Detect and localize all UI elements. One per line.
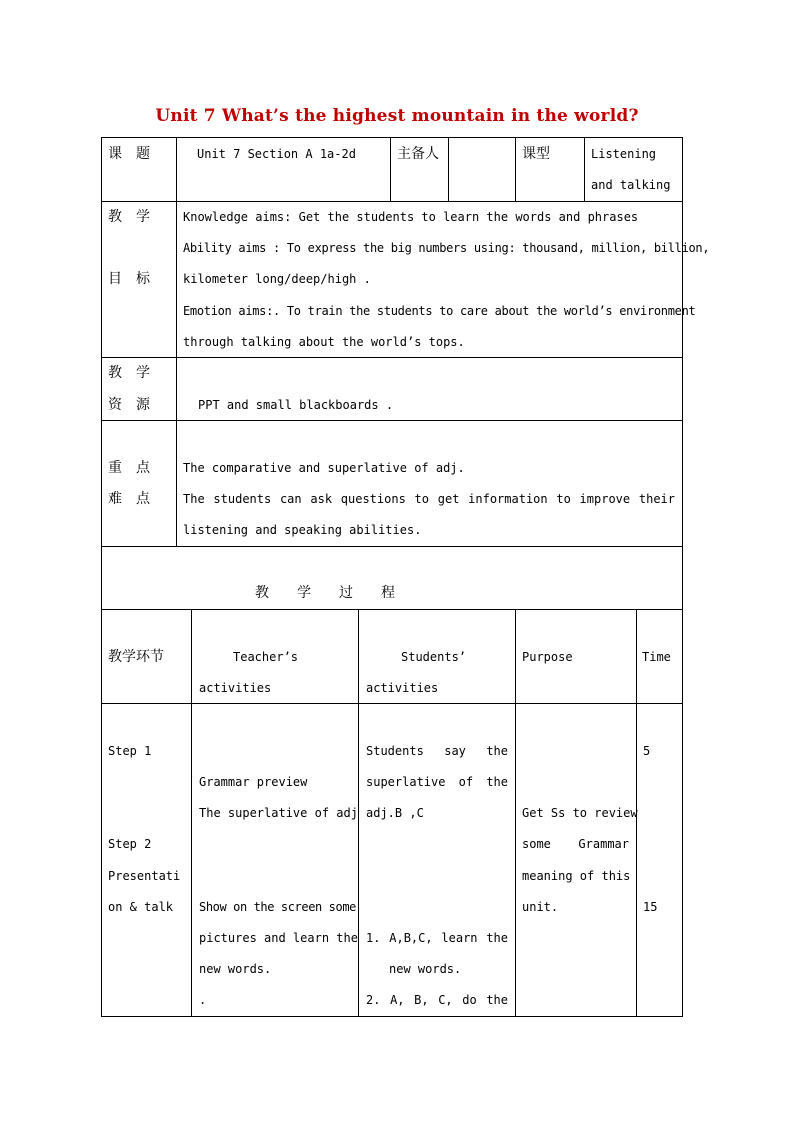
document-title: Unit 7 What’s the highest mountain in the world? — [155, 106, 639, 126]
column-header-purpose: Purpose — [522, 650, 573, 664]
objective-line: Ability aims : To express the big numbers using: thousand, million, billion, — [183, 241, 710, 255]
column-divider — [584, 137, 585, 201]
teacher-activity: . — [199, 993, 207, 1007]
objectives-label-2: 目标 — [108, 271, 164, 287]
column-header-time: Time — [642, 650, 671, 664]
preparer-label: 主备人 — [397, 146, 439, 162]
column-header-students: activities — [366, 681, 439, 695]
step-cell: Step 1 — [108, 744, 152, 758]
resources-label-1: 教学 — [108, 365, 164, 381]
student-activity: new words. — [389, 962, 462, 976]
column-header-step: 教学环节 — [108, 649, 164, 665]
objective-line: Emotion aims:. To train the students to care about the world’s environment — [183, 304, 696, 318]
key-point-line: The students can ask questions to get information to improve their — [183, 492, 675, 506]
purpose-cell: meaning of this — [522, 869, 631, 883]
teacher-activity: new words. — [199, 962, 272, 976]
resources-value: PPT and small blackboards . — [198, 398, 394, 412]
time-cell: 15 — [643, 900, 658, 914]
objective-line: through talking about the world’s tops. — [183, 335, 465, 349]
student-activity: 2. A, B, C, do the — [366, 993, 508, 1007]
label-column-divider — [176, 137, 177, 547]
key-points-label-1: 重点 — [108, 460, 164, 476]
key-point-line: listening and speaking abilities. — [183, 523, 422, 537]
course-label: 课题 — [108, 146, 164, 162]
teacher-activity: Grammar preview — [199, 775, 308, 789]
purpose-cell: some Grammar — [522, 837, 629, 851]
step-cell: Presentati — [108, 869, 181, 883]
column-divider — [390, 137, 391, 201]
column-divider — [515, 609, 516, 1017]
student-activity: adj.B ,C — [366, 806, 424, 820]
type-value-line-1: Listening — [591, 147, 657, 161]
course-value: Unit 7 Section A 1a-2d — [197, 147, 356, 161]
purpose-cell: Get Ss to review — [522, 806, 638, 820]
student-activity: Students say the — [366, 744, 508, 758]
time-cell: 5 — [643, 744, 651, 758]
objectives-label-1: 教学 — [108, 209, 164, 225]
type-value-line-2: and talking — [591, 178, 671, 192]
step-cell: Step 2 — [108, 837, 152, 851]
column-divider — [358, 609, 359, 1017]
column-header-teacher: activities — [199, 681, 272, 695]
teacher-activity: pictures and learn the — [199, 931, 358, 945]
column-divider — [448, 137, 449, 201]
student-activity: superlative of the — [366, 775, 508, 789]
column-header-students: Students’ — [401, 650, 467, 664]
key-point-line: The comparative and superlative of adj. — [183, 461, 465, 475]
objective-line: Knowledge aims: Get the students to learn the words and phrases — [183, 210, 639, 224]
resources-label-2: 资源 — [108, 397, 164, 413]
process-heading: 教学过程 — [255, 585, 423, 601]
purpose-cell: unit. — [522, 900, 559, 914]
student-activity: 1. A,B,C, learn the — [366, 931, 508, 945]
objective-line: kilometer long/deep/high . — [183, 272, 371, 286]
key-points-label-2: 难点 — [108, 491, 164, 507]
column-header-teacher: Teacher’s — [233, 650, 299, 664]
teacher-activity: Show on the screen some — [199, 900, 356, 914]
column-divider — [191, 609, 192, 1017]
teacher-activity: The superlative of adj — [199, 806, 358, 820]
column-divider — [515, 137, 516, 201]
step-cell: on & talk — [108, 900, 174, 914]
type-label: 课型 — [522, 146, 550, 162]
